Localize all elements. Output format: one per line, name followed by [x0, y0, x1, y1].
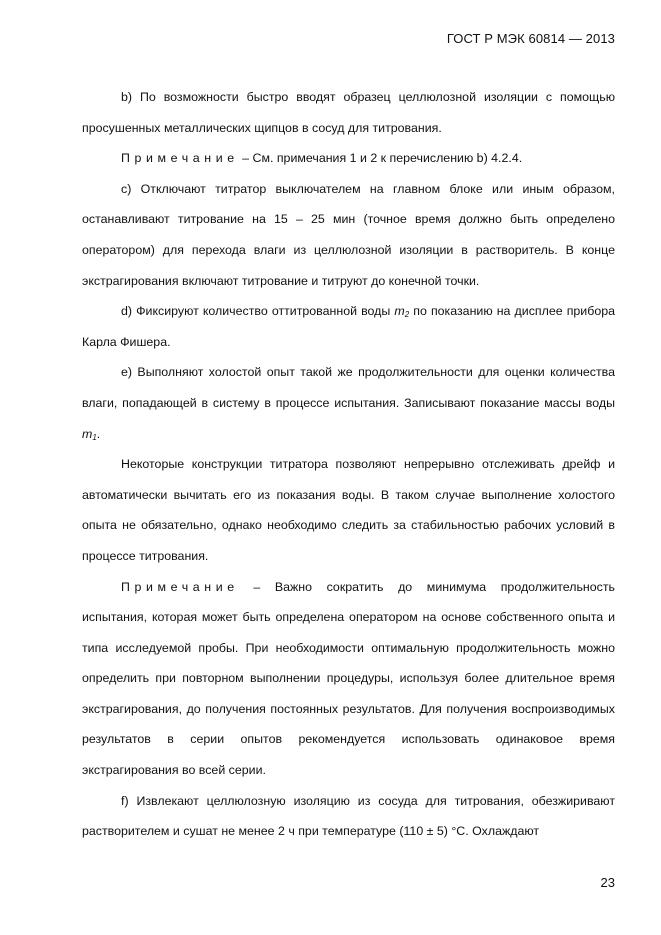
- note-1-label: Примечание: [121, 151, 239, 166]
- item-b-paragraph: b) По возможности быстро вводят образец целлюлозной изоляции с помощью просушенных металлических щипцов в сосуд для титрования.: [82, 90, 615, 135]
- document-body: [82, 82, 615, 847]
- note-2-text: – Важно сократить до минимума продолжительность испытания, которая может быть определена оператором на основе собственного опыта и типа исследуемой пробы. При необходимости оптимальную продолжительность можно определить при повторном выполнении процедуры, используя более длительное время экстрагирования, до получения постоянных результатов. Для получения воспроизводимых результатов в серии опытов рекомендуется использовать одинаковое время экстрагирования во всей серии.: [82, 579, 615, 778]
- item-f-paragraph: f) Извлекают целлюлозную изоляцию из сосуда для титрования, обезжиривают растворителем и сушат не менее 2 ч при температуре (110 ± 5) °С. Охлаждают: [82, 793, 615, 839]
- note-2-label: Примечание: [121, 579, 239, 594]
- item-d-text-start: d) Фиксируют количество оттитрованной воды: [121, 304, 395, 319]
- item-e-text-start: e) Выполняют холостой опыт такой же продолжительности для оценки количества влаги, попадающей в систему в процессе испытания. Записывают показание массы воды: [82, 365, 615, 410]
- variable-m2-symbol: m: [394, 304, 405, 319]
- item-e-text-end: .: [96, 426, 101, 441]
- page-number: 23: [600, 875, 615, 890]
- variable-m1-subscript: 1: [92, 432, 97, 442]
- variable-m1-symbol: m: [82, 426, 93, 441]
- note-1-text: – См. примечания 1 и 2 к перечислению b) 4.2.4.: [238, 151, 523, 166]
- drift-paragraph: Некоторые конструкции титратора позволяют непрерывно отслеживать дрейф и автоматически вычитать его из показания воды. В таком случае выполнение холостого опыта не обязательно, однако необходимо следить за стабильностью рабочих условий в процессе титрования.: [82, 457, 615, 563]
- note-1-paragraph: [82, 143, 615, 174]
- item-e-paragraph: [82, 357, 615, 449]
- item-c-paragraph: c) Отключают титратор выключателем на главном блоке или иным образом, останавливают титрование на 15 – 25 мин (точное время должно быть определено оператором) для перехода влаги из целлюлозной изоляции в растворитель. В конце экстрагирования включают титрование и титруют до конечной точки.: [82, 181, 615, 288]
- item-d-paragraph: [82, 296, 615, 357]
- standard-header: ГОСТ Р МЭК 60814 — 2013: [446, 31, 615, 46]
- variable-m2-subscript: 2: [404, 310, 410, 320]
- note-2-paragraph: [82, 572, 615, 786]
- variable-m1: [82, 427, 97, 441]
- variable-m2: [394, 304, 409, 318]
- item-d-text-end: по показанию на дисплее прибора Карла Фишера.: [82, 304, 615, 349]
